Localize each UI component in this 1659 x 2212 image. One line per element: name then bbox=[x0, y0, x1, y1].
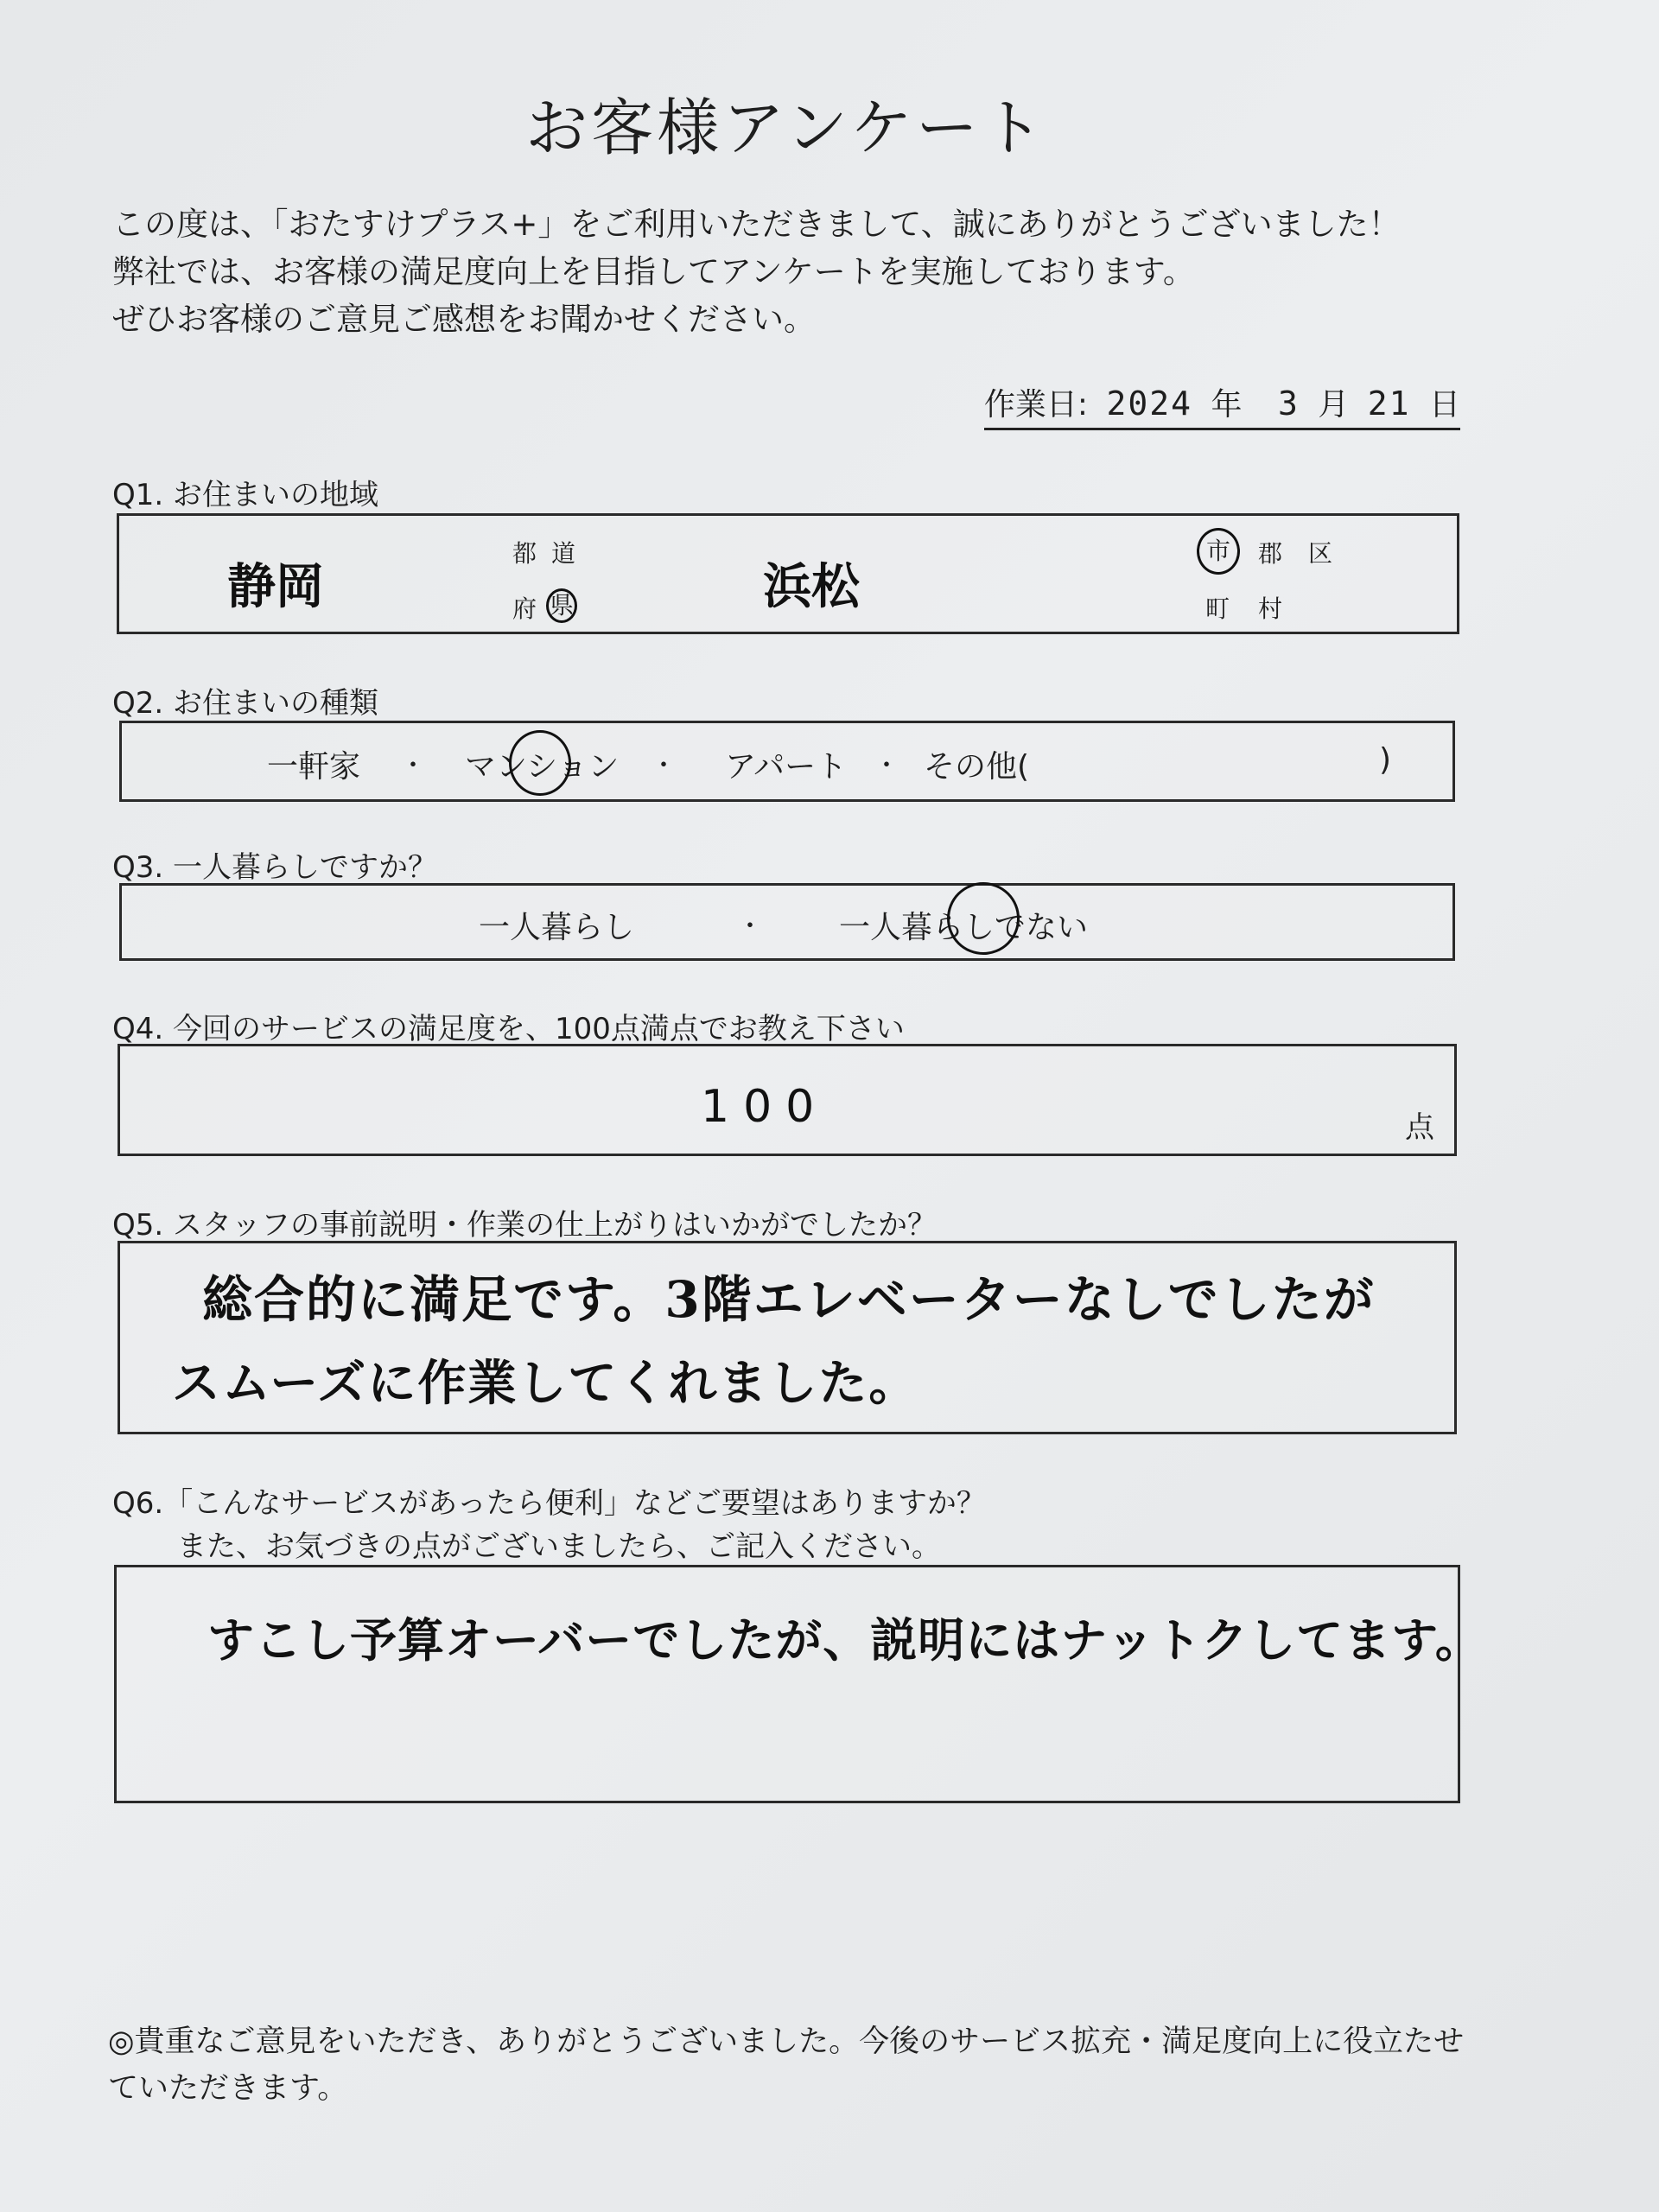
work-date bbox=[984, 380, 1460, 430]
q6-question-line-1: Q6.「こんなサービスがあったら便利」などご要望はありますか？ bbox=[112, 1486, 986, 1521]
option-mansion[interactable]: マンション bbox=[465, 749, 620, 785]
option-living-alone[interactable]: 一人暮らし bbox=[479, 910, 635, 945]
q3-question: Q3. 一人暮らしですか？ bbox=[112, 850, 438, 885]
q5-question: Q5. スタッフの事前説明・作業の仕上がりはいかがでしたか？ bbox=[112, 1208, 938, 1243]
work-date-year[interactable]: 2024 bbox=[1106, 385, 1193, 423]
intro-line: 弊社では、お客様の満足度向上を目指してアンケートを実施しております。 bbox=[112, 253, 1195, 290]
q3-answer-box bbox=[119, 883, 1455, 961]
other-close-paren: ) bbox=[1379, 742, 1392, 778]
pref-ken-circled[interactable]: 県 bbox=[546, 588, 577, 623]
intro-text bbox=[112, 200, 1401, 343]
q2-question: Q2. お住まいの種類 bbox=[112, 686, 379, 721]
work-date-day[interactable]: 21 bbox=[1367, 385, 1411, 423]
q4-answer-box[interactable] bbox=[118, 1044, 1457, 1156]
score-unit: 点 bbox=[1405, 1110, 1434, 1145]
q4-question: Q4. 今回のサービスの満足度を、100点満点でお教え下さい bbox=[112, 1012, 905, 1046]
q2-answer-box bbox=[119, 721, 1455, 802]
q6-question-line-2: また、お気づきの点がございましたら、ご記入ください。 bbox=[177, 1529, 941, 1564]
city-gun: 郡 bbox=[1258, 539, 1283, 568]
work-date-month[interactable]: 3 bbox=[1277, 385, 1300, 423]
q1-question: Q1. お住まいの地域 bbox=[112, 478, 379, 512]
intro-line: ぜひお客様のご意見ご感想をお聞かせください。 bbox=[112, 301, 816, 338]
q6-answer-box[interactable] bbox=[114, 1565, 1483, 1803]
pref-to: 都 bbox=[512, 539, 537, 568]
q5-answer-line-1[interactable]: 総合的に満足です。3階エレベーターなしでしたが bbox=[202, 1270, 1376, 1329]
work-date-label: 作業日: bbox=[983, 387, 1089, 423]
option-not-living-alone[interactable]: 一人暮らしでない bbox=[839, 910, 1089, 945]
city-answer[interactable]: 浜松 bbox=[763, 558, 860, 615]
option-house[interactable]: 一軒家 bbox=[267, 749, 361, 785]
city-machi: 町 bbox=[1205, 594, 1230, 623]
city-ku: 区 bbox=[1308, 539, 1333, 568]
separator: ・ bbox=[400, 751, 426, 781]
q5-answer-line-2[interactable]: スムーズに作業してくれました。 bbox=[172, 1355, 919, 1412]
page-title: お客様アンケート bbox=[525, 92, 1047, 164]
not-alone-circle-mark bbox=[947, 882, 1020, 955]
option-other[interactable]: その他( bbox=[924, 749, 1030, 785]
footer-thanks: ◎貴重なご意見をいただき、ありがとうございました。今後のサービス拡充・満足度向上に役立たせていただきます。 bbox=[108, 2024, 1465, 2106]
separator: ・ bbox=[737, 912, 763, 942]
mansion-circle-mark bbox=[509, 730, 571, 796]
city-mura: 村 bbox=[1258, 594, 1283, 623]
q5-answer-box[interactable] bbox=[118, 1241, 1457, 1434]
satisfaction-score[interactable]: 100 bbox=[701, 1081, 829, 1133]
q6-answer[interactable]: すこし予算オーバーでしたが、説明にはナットクしてます。 bbox=[207, 1612, 1483, 1668]
city-shi-circled[interactable]: 市 bbox=[1197, 528, 1240, 575]
option-apartment[interactable]: アパート bbox=[725, 749, 848, 785]
separator: ・ bbox=[874, 751, 899, 781]
month-unit: 月 bbox=[1318, 387, 1350, 423]
day-unit: 日 bbox=[1428, 387, 1460, 423]
pref-fu: 府 bbox=[512, 594, 537, 623]
year-unit: 年 bbox=[1211, 387, 1243, 423]
pref-do: 道 bbox=[551, 539, 576, 568]
intro-line: この度は、「おたすけプラス+」をご利用いただきまして、誠にありがとうございました！ bbox=[112, 206, 1401, 243]
prefecture-answer[interactable]: 静岡 bbox=[227, 558, 324, 615]
q1-answer-box[interactable] bbox=[117, 513, 1459, 634]
separator: ・ bbox=[651, 751, 677, 781]
